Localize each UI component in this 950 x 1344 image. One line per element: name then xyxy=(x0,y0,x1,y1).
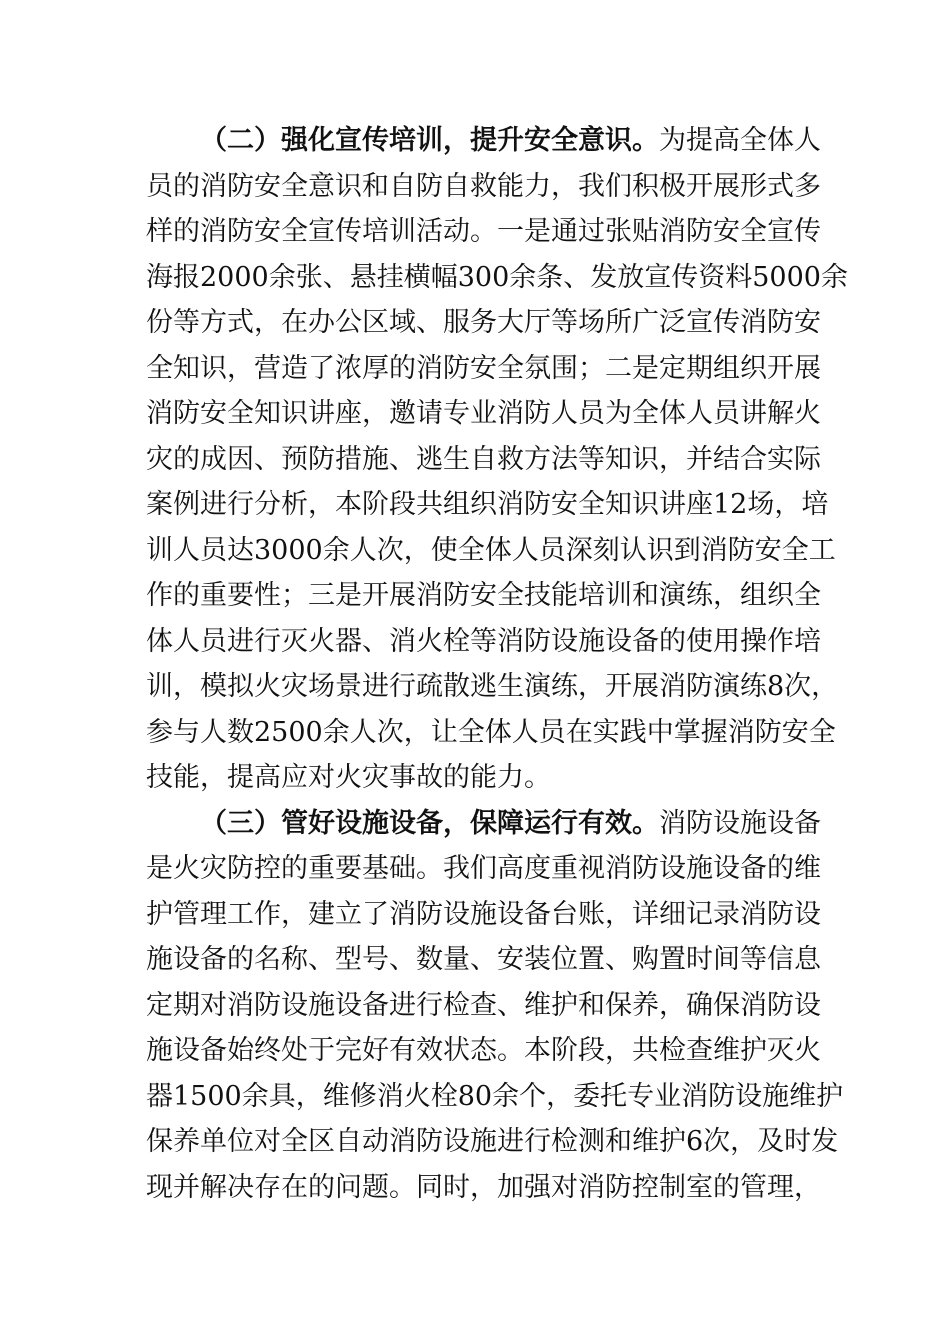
paragraph-line: 全知识，营造了浓厚的消防安全氛围；二是定期组织开展 xyxy=(146,352,821,384)
section-heading-2: （二）强化宣传培训，提升安全意识。 xyxy=(200,125,659,156)
section-heading-3: （三）管好设施设备，保障运行有效。 xyxy=(200,807,659,839)
paragraph-line: 定期对消防设施设备进行检查、维护和保养，确保消防设 xyxy=(146,989,821,1021)
paragraph-line: 份等方式，在办公区域、服务大厅等场所广泛宣传消防安 xyxy=(146,307,821,338)
paragraph-line: 样的消防安全宣传培训活动。一是通过张贴消防安全宣传 xyxy=(146,216,821,247)
paragraph-line: 施设备的名称、型号、数量、安装位置、购置时间等信息 xyxy=(146,944,821,975)
paragraph-line: 施设备始终处于完好有效状态。本阶段，共检查维护灭火 xyxy=(146,1035,821,1066)
paragraph-line: 海报2000余张、悬挂横幅300余条、发放宣传资料5000余 xyxy=(146,261,848,293)
paragraph-line: 是火灾防控的重要基础。我们高度重视消防设施设备的维 xyxy=(146,853,821,884)
paragraph-line: 消防安全知识讲座，邀请专业消防人员为全体人员讲解火 xyxy=(146,398,821,429)
paragraph-text: 为提高全体人 xyxy=(659,125,821,156)
paragraph-line: 体人员进行灭火器、消火栓等消防设施设备的使用操作培 xyxy=(146,625,821,657)
paragraph-line: 作的重要性；三是开展消防安全技能培训和演练，组织全 xyxy=(146,580,821,611)
paragraph-line: 保养单位对全区自动消防设施进行检测和维护6次，及时发 xyxy=(146,1126,839,1157)
paragraph-line: 训人员达3000余人次，使全体人员深刻认识到消防安全工 xyxy=(146,534,836,566)
paragraph-line: 案例进行分析，本阶段共组织消防安全知识讲座12场，培 xyxy=(146,489,829,520)
paragraph-line: 灾的成因、预防措施、逃生自救方法等知识，并结合实际 xyxy=(146,443,821,475)
paragraph-text: 消防设施设备 xyxy=(659,807,821,839)
paragraph-line: 护管理工作，建立了消防设施设备台账，详细记录消防设 xyxy=(146,898,821,930)
paragraph-line: 员的消防安全意识和自防自救能力，我们积极开展形式多 xyxy=(146,170,821,202)
paragraph-line: 训，模拟火灾场景进行疏散逃生演练，开展消防演练8次， xyxy=(146,671,839,702)
paragraph-line: 技能，提高应对火灾事故的能力。 xyxy=(146,762,551,793)
paragraph-line: 现并解决存在的问题。同时，加强对消防控制室的管理， xyxy=(146,1171,821,1203)
paragraph-2-line-1 xyxy=(146,118,821,164)
paragraph-line: 器1500余具，维修消火栓80余个，委托专业消防设施维护 xyxy=(146,1080,844,1112)
paragraph-line: 参与人数2500余人次，让全体人员在实践中掌握消防安全 xyxy=(146,716,836,748)
body-text xyxy=(146,118,848,1210)
paragraph-3-line-1 xyxy=(146,801,821,847)
